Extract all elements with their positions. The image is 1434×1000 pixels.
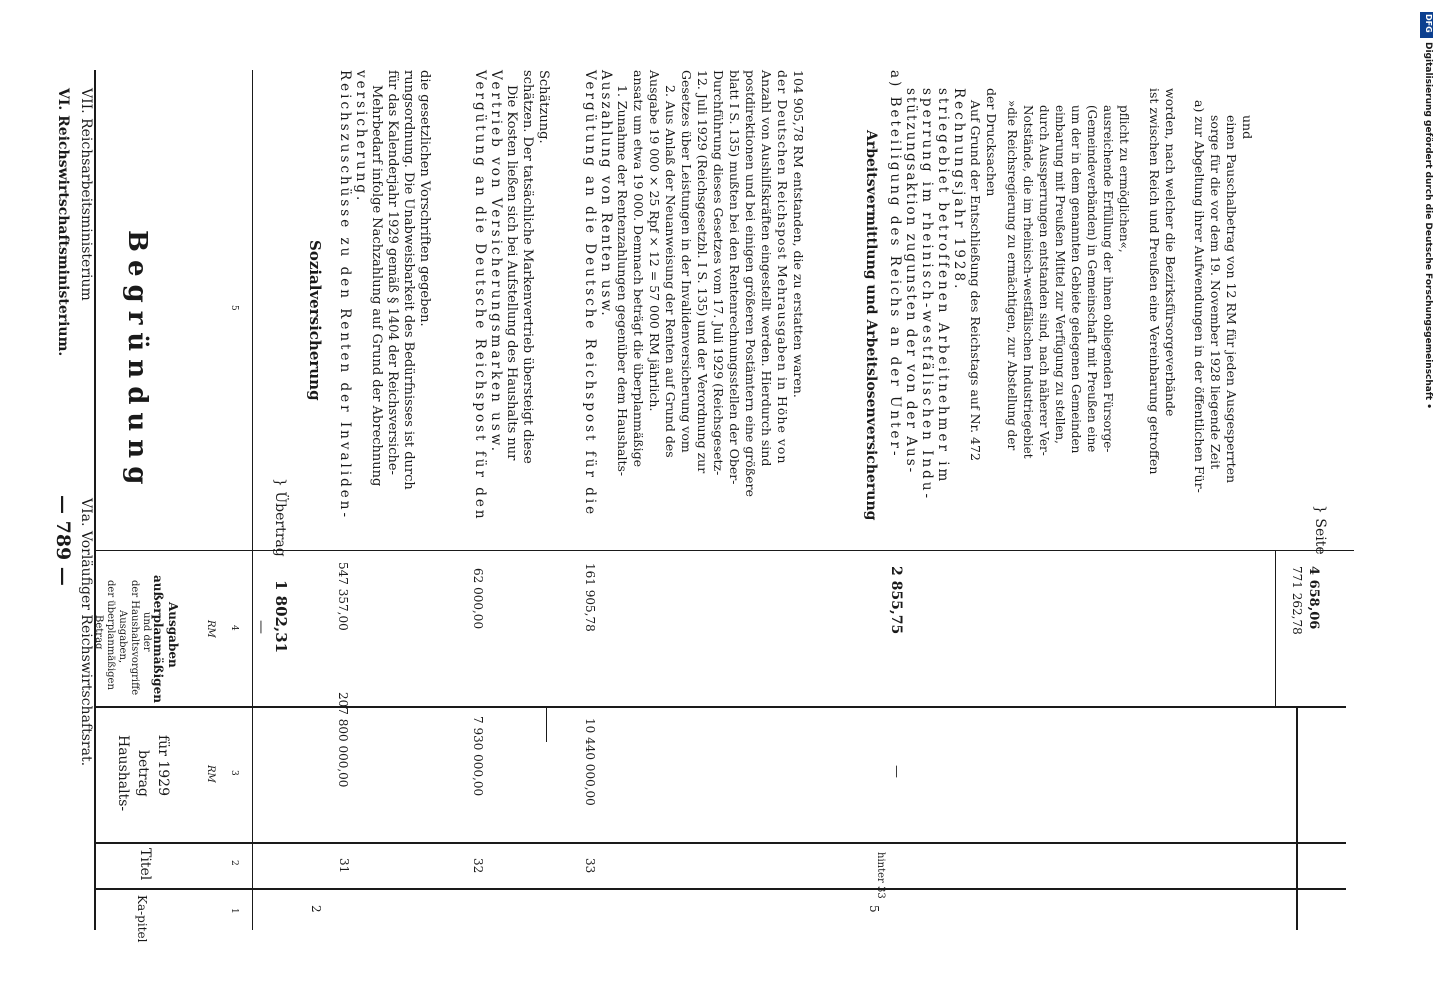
text-line: 12. Juli 1929 (Reichsgesetzbl. I S. 135) und der Verordnung zur xyxy=(695,70,710,474)
text-line: der Drucksachen xyxy=(984,88,999,197)
text-line: postdirektionen und bei einigen größeren Postämtern eine größere xyxy=(743,70,758,497)
text-line: Auszahlung von Renten usw. xyxy=(598,70,614,318)
text-line: blatt I S. 135) mußten bei den Rentenrechnungsstellen der Ober- xyxy=(727,70,742,485)
titel-hinter-33: hinter 33 xyxy=(875,852,886,899)
header-title-right-1: VI. Reichswirtschaftsministerium. xyxy=(55,88,71,357)
text-line: einen Pauschalbetrag von 12 RM für jeden Ausgesperrten xyxy=(1224,115,1239,484)
uebertrag-value: 1 802,31 xyxy=(272,580,290,654)
col-header-betrag-1: Haushalts- xyxy=(115,735,131,812)
text-line: ausreichende Erfüllung der ihnen obliegenden Fürsorge- xyxy=(1101,105,1115,453)
column-rule-2-3-lower xyxy=(546,842,1346,844)
kapitel-5: 5 xyxy=(867,905,881,913)
text-line: Durchführung dieses Gesetzes vom 17. Juli 1929 (Reichsgesetz- xyxy=(711,70,726,476)
text-line: für das Kalenderjahr 1929 gemäß § 1404 der Reichsversiche- xyxy=(385,70,400,475)
kapitel-2: 2 xyxy=(309,905,323,913)
table-frame-bottom xyxy=(1296,706,1298,930)
text-line: um der in dem genannten Gebiete gelegenen Gemeinden xyxy=(1069,105,1083,454)
text-line: 104 905,78 RM entstanden, die zu erstatten waren. xyxy=(791,70,806,398)
column-rule-3-4-lower xyxy=(546,706,547,742)
text-line: Auf Grund der Entschließung des Reichstags auf Nr. 472 xyxy=(968,100,983,461)
table-frame-top xyxy=(94,70,96,930)
text-line: die gesetzlichen Vorschriften gegeben. xyxy=(417,70,432,327)
text-line: pflicht zu ermöglichen«, xyxy=(1117,105,1131,253)
text-line: sorge für die vor dem 19. November 1928 liegende Zeit xyxy=(1208,115,1223,470)
column-rule-3-4 xyxy=(94,706,546,708)
text-line: a) Beteiligung des Reichs an der Unter- xyxy=(887,70,903,459)
text-line: 2. Aus Anlaß der Neuanweisung der Renten auf Grund des xyxy=(663,85,678,458)
value-32: 62 000,00 xyxy=(471,568,485,630)
text-line: rungsordnung. Die Unabweisbarkeit des Bedürfnisses ist durch xyxy=(401,70,416,490)
text-line: Die Kosten ließen sich bei Aufstellung des Haushalts nur xyxy=(504,85,519,461)
text-line: ist zwischen Reich und Preußen eine Vereinbarung getroffen xyxy=(1147,88,1162,475)
section-heading-arbeit: Arbeitsvermittlung und Arbeitslosenversicherung xyxy=(863,130,879,521)
betrag-hinter-33: — xyxy=(889,765,904,778)
sum-value-1: 771 262,78 xyxy=(1290,566,1304,635)
betrag-31: 207 800 000,00 xyxy=(336,692,350,788)
section-heading-sozial: Sozialversicherung xyxy=(306,240,324,401)
text-line: Notstände, die im rheinisch-westfälischen Industriegebiet xyxy=(1021,105,1035,459)
text-line: worden, nach welcher die Bezirksfürsorgeverbände xyxy=(1163,88,1178,417)
column-rule-1-2-lower xyxy=(546,888,1346,890)
col-header-ausgaben-6: außerplanmäßigen xyxy=(151,575,165,703)
value-arbeit: 2 855,75 xyxy=(888,566,904,635)
titel-33: 33 xyxy=(583,858,597,874)
col-header-ausgaben-2: der überplanmäßigen xyxy=(105,580,116,690)
text-line: Vergütung an die Deutsche Reichspost für den xyxy=(472,70,488,522)
column-rule-2-3 xyxy=(94,842,546,844)
text-line: durch Aussperrungen entstanden sind, nach näherer Ver- xyxy=(1037,105,1051,456)
betrag-32: 7 930 000,00 xyxy=(471,716,485,797)
text-line: Schätzung. xyxy=(536,70,551,144)
text-line: versicherung. xyxy=(353,70,369,204)
col-number-3: 3 xyxy=(229,770,239,776)
text-line: stützungsaktion zugunsten der von der Aus- xyxy=(903,88,919,475)
text-line: und xyxy=(1240,115,1255,140)
text-line: sperrung im rheinisch-westfälischen Indu- xyxy=(919,88,935,502)
page-number: — 789 — xyxy=(52,495,74,586)
col-header-ausgaben-4: der Haushaltsvorgriffe xyxy=(129,580,140,696)
sum-rule xyxy=(1275,550,1276,708)
text-line: striegebiet betroffenen Arbeitnehmer im xyxy=(935,88,951,485)
sum-value-2: 4 658,06 xyxy=(1306,566,1321,630)
col-number-5: 5 xyxy=(229,305,239,311)
text-line: der Deutschen Reichspost Mehrausgaben in Höhe von xyxy=(775,70,790,465)
credit-text: Digitalisierung gefördert durch die Deutsche Forschungsgemeinschaft • xyxy=(1423,42,1433,409)
value-33: 161 905,78 xyxy=(583,563,597,632)
text-line: Rechnungsjahr 1928. xyxy=(951,88,967,292)
col-number-2: 2 xyxy=(229,860,239,866)
col-header-titel: Titel xyxy=(137,848,153,881)
header-title-left: VIa. Vorläufiger Reichswirtschaftsrat. xyxy=(78,498,94,767)
text-line: Ausgabe 19 000 × 25 Rpf × 12 = 57 000 RM jährlich. xyxy=(647,70,662,412)
uebertrag-label: } Übertrag xyxy=(272,478,288,557)
column-rule-3-4-body xyxy=(546,706,1346,708)
digitization-credit xyxy=(1418,12,1433,409)
titel-31: 31 xyxy=(337,858,351,874)
text-line: Mehrbedarf infolge Nachzahlung auf Grund der Abrechnung xyxy=(369,85,384,487)
seite-label: } Seite xyxy=(1312,505,1328,555)
text-line: schätzen. Der tatsächliche Markenvertrieb übersteigt diese xyxy=(520,70,535,464)
col-header-ausgaben-unit: RM xyxy=(205,620,216,638)
column-rule-1-2 xyxy=(94,888,546,890)
col-header-kapitel: Ka-pitel xyxy=(135,895,149,943)
text-line: Gesetzes über Leistungen in der Invalidenversicherung vom xyxy=(679,70,694,453)
value-31: 547 357,00 xyxy=(336,562,350,631)
col-header-begruendung: Begründung xyxy=(122,230,152,493)
col-header-betrag-unit: RM xyxy=(205,765,216,783)
dfg-logo-text: DFG xyxy=(1424,14,1433,33)
text-line: 1. Zunahme der Rentenzahlungen gegenüber dem Haushalts- xyxy=(615,85,630,477)
uebertrag-dash: — xyxy=(253,620,269,634)
header-number-rule xyxy=(252,70,253,930)
betrag-33: 10 440 000,00 xyxy=(583,718,597,806)
text-line: einbarung mit Preußen Mittel zur Verfügung zu stellen, xyxy=(1053,105,1067,444)
col-header-ausgaben-1: Betrag xyxy=(93,615,104,650)
text-line: (Gemeindeverbänden) in Gemeinschaft mit Preußen eine xyxy=(1085,105,1099,453)
col-number-4: 4 xyxy=(229,625,239,631)
header-title-right-2: VII. Reichsarbeitsministerium xyxy=(78,88,94,301)
col-header-ausgaben-7: Ausgaben xyxy=(166,602,180,668)
text-line: Anzahl von Aushilfskräften eingestellt werden. Hierdurch sind xyxy=(759,70,774,467)
col-header-ausgaben-3: Ausgaben, xyxy=(117,610,128,664)
text-line: Reichszuschüsse zu den Renten der Invaliden- xyxy=(337,70,353,521)
col-header-betrag-2: betrag xyxy=(135,750,151,797)
col-number-1: 1 xyxy=(229,908,239,914)
col-header-ausgaben-5: und der xyxy=(141,612,152,652)
text-line: Vergütung an die Deutsche Reichspost für die xyxy=(582,70,598,518)
text-line: a) zur Abgeltung ihrer Aufwendungen in der öffentlichen Für- xyxy=(1192,100,1207,493)
titel-32: 32 xyxy=(471,858,485,874)
text-line: Vertrieb von Versicherungsmarken usw. xyxy=(488,70,504,454)
text-line: »die Reichsregierung zu ermächtigen, zur Abstellung der xyxy=(1005,100,1019,451)
col-header-betrag-3: für 1929 xyxy=(155,735,171,796)
text-line: ansatz um etwa 19 000. Demnach beträgt die überplanmäßige xyxy=(631,70,646,468)
